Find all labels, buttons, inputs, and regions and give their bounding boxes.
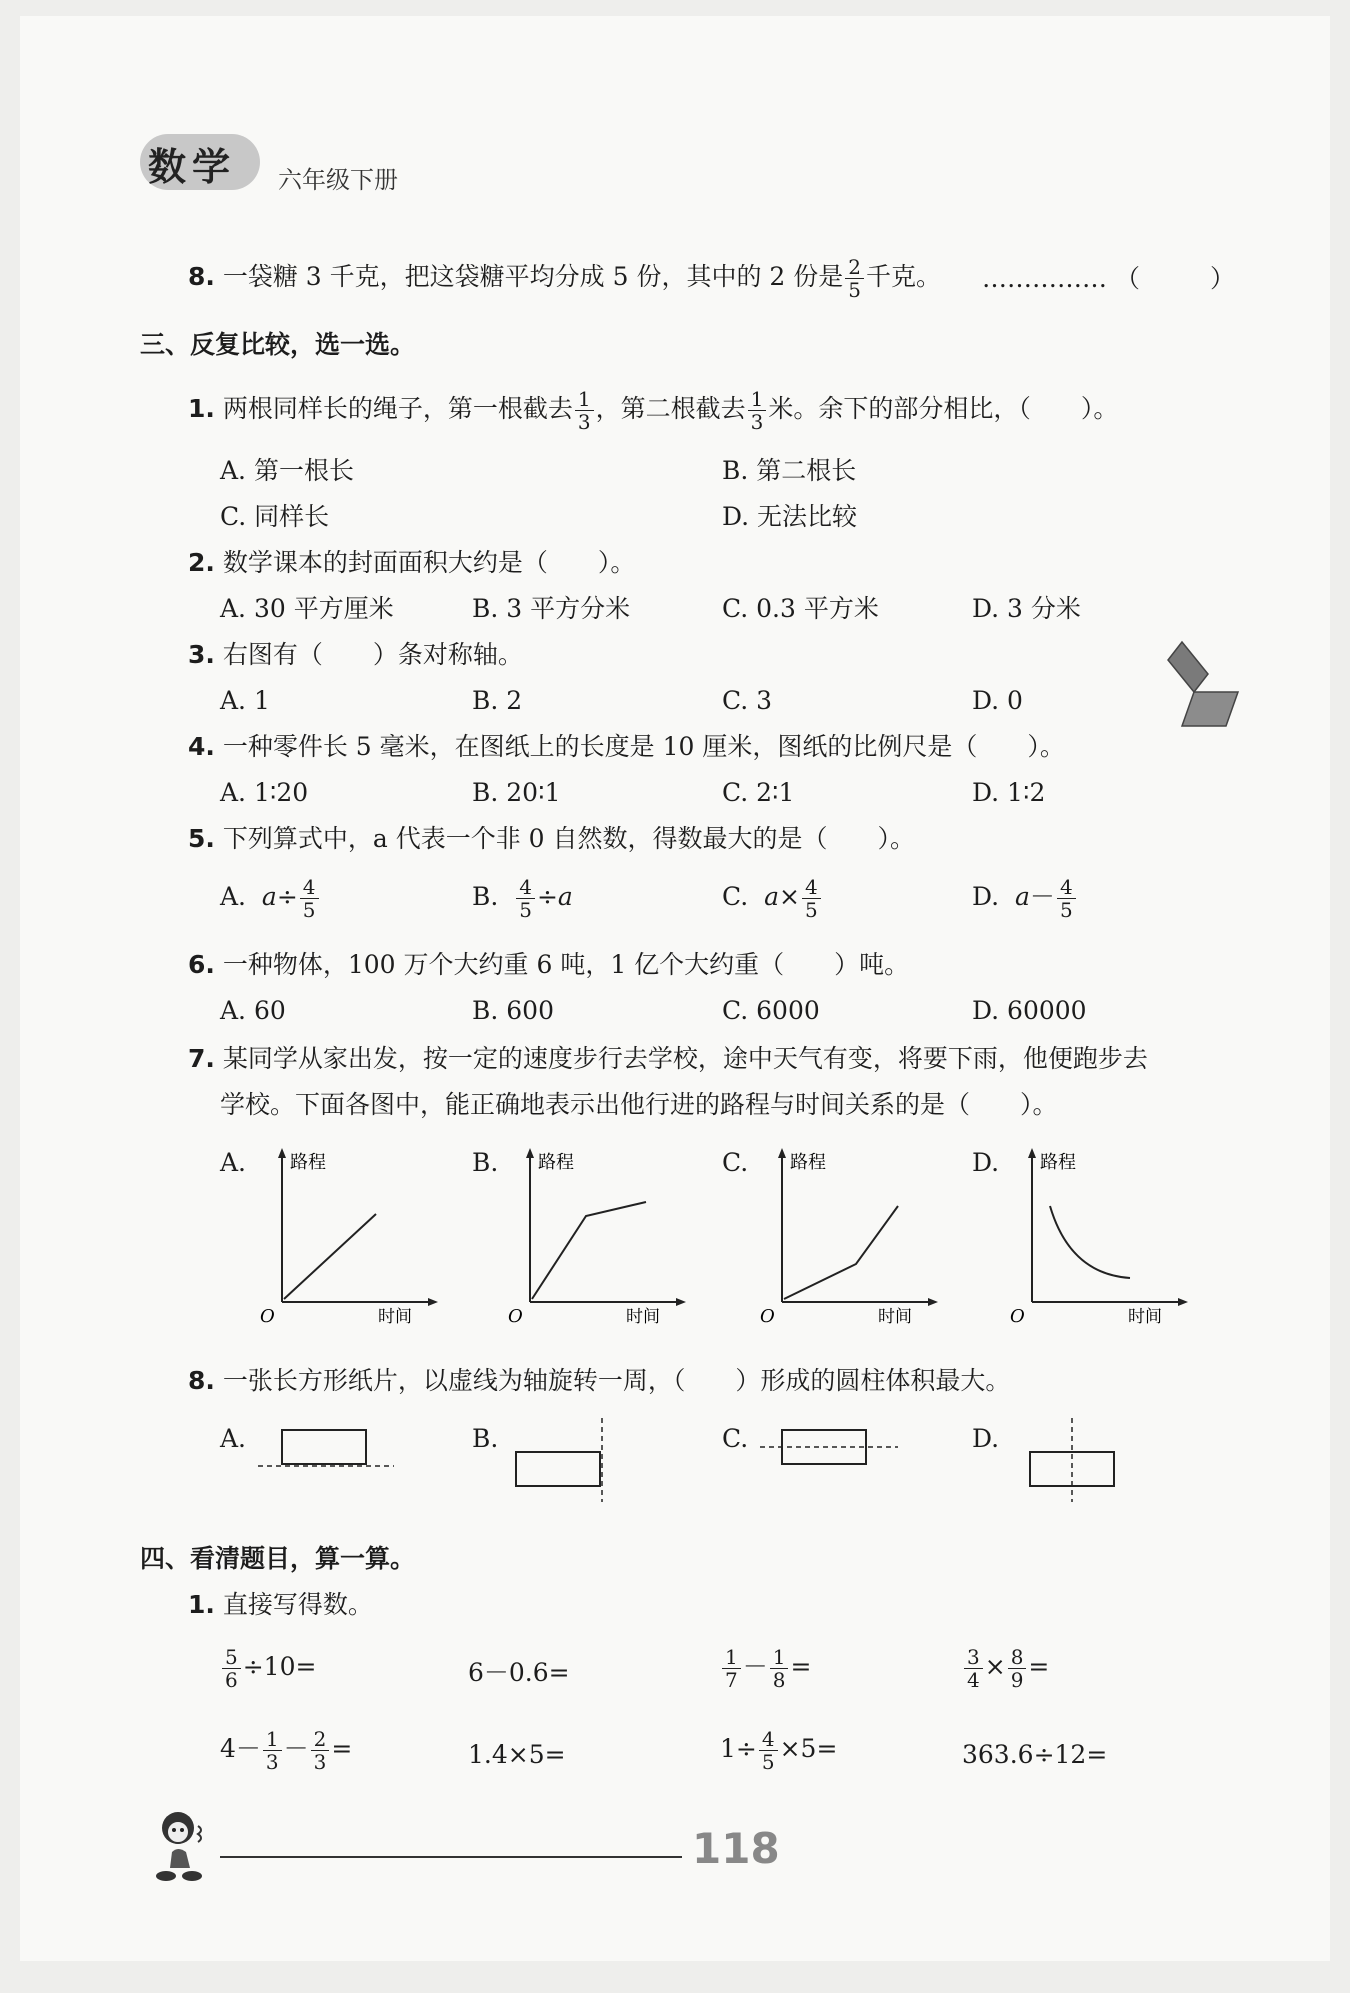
rect-option-d[interactable] <box>1010 1414 1160 1508</box>
option-a[interactable]: A. 60 <box>220 996 286 1025</box>
option-b[interactable]: B. 20∶1 <box>472 778 561 807</box>
option-d[interactable]: D. 无法比较 <box>722 502 858 531</box>
s3-question-6: 6. 一种物体，100 万个大约重 6 吨，1 亿个大约重（ ）吨。 <box>188 950 910 979</box>
fraction: $\frac{1}{3}$ <box>748 388 767 433</box>
book-subtitle: 六年级下册 <box>278 166 398 194</box>
question-text: 千克。 <box>866 262 942 291</box>
option-a[interactable]: A. 30 平方厘米 <box>220 594 394 623</box>
s3-question-4: 4. 一种零件长 5 毫米，在图纸上的长度是 10 厘米，图纸的比例尺是（ ）。 <box>188 732 1065 761</box>
option-b[interactable]: B. $\frac{4}{5}$ ÷a <box>472 875 573 922</box>
option-c[interactable]: C. 6000 <box>722 996 820 1025</box>
rect-label-a[interactable]: A. <box>220 1424 247 1453</box>
graph-label-c[interactable]: C. <box>722 1148 749 1177</box>
y-axis-label: 路程 <box>290 1152 326 1173</box>
section-3-title: 三、反复比较，选一选。 <box>140 330 416 359</box>
origin-label: O <box>760 1306 775 1324</box>
calc-1d: $\frac{3}{4}$ × $\frac{8}{9}$ = <box>962 1646 1049 1691</box>
option-c[interactable]: C. a× $\frac{4}{5}$ <box>722 876 823 921</box>
s3-question-2: 2. 数学课本的封面面积大约是（ ）。 <box>188 548 636 577</box>
option-d[interactable]: D. 1∶2 <box>972 778 1046 807</box>
option-d[interactable]: D. 3 分米 <box>972 594 1081 623</box>
calc-1a: $\frac{5}{6}$ ÷10= <box>220 1646 316 1691</box>
s3-question-7-line2: 学校。下面各图中，能正确地表示出他行进的路程与时间关系的是（ ）。 <box>220 1090 1058 1119</box>
calc-2d: 363.6÷12= <box>962 1740 1108 1769</box>
option-d[interactable]: D. a－ $\frac{4}{5}$ <box>972 876 1078 921</box>
option-b[interactable]: B. 第二根长 <box>722 456 857 485</box>
fraction: $\frac{1}{3}$ <box>575 388 594 433</box>
s3-question-1: 1. 两根同样长的绳子，第一根截去 $\frac{1}{3}$ ，第二根截去 $\frac{1}{3}$ 米。余下的部分相比，（ ）。 <box>188 387 1119 434</box>
rect-label-d[interactable]: D. <box>972 1424 1000 1453</box>
rect-option-a[interactable] <box>256 1414 406 1508</box>
calc-1b: 6－0.6= <box>468 1658 570 1687</box>
rect-option-b[interactable] <box>506 1414 656 1508</box>
s3-question-7: 7. 某同学从家出发，按一定的速度步行去学校，途中天气有变，将要下雨，他便跑步去 <box>188 1044 1148 1073</box>
answer-paren-close: ） <box>1210 264 1236 293</box>
graph-label-b[interactable]: B. <box>472 1148 499 1177</box>
graph-label-a[interactable]: A. <box>220 1148 247 1177</box>
x-axis-label: 时间 <box>626 1307 660 1324</box>
question-number: 8. <box>188 262 215 291</box>
option-b[interactable]: B. 3 平方分米 <box>472 594 631 623</box>
option-b[interactable]: B. 2 <box>472 686 523 715</box>
section-4-title: 四、看清题目，算一算。 <box>140 1544 416 1573</box>
option-c[interactable]: C. 同样长 <box>220 502 330 531</box>
graph-label-d[interactable]: D. <box>972 1148 1000 1177</box>
origin-label: O <box>1010 1306 1025 1324</box>
x-axis-label: 时间 <box>878 1307 912 1324</box>
footer-rule <box>220 1856 682 1858</box>
answer-dots: …………… （ <box>982 264 1140 293</box>
x-axis-label: 时间 <box>378 1307 412 1324</box>
symmetry-figure <box>1160 640 1240 730</box>
option-a[interactable]: A. 1 <box>220 686 270 715</box>
s3-question-8: 8. 一张长方形纸片，以虚线为轴旋转一周，（ ）形成的圆柱体积最大。 <box>188 1366 1011 1395</box>
calc-2b: 1.4×5= <box>468 1740 566 1769</box>
s3-question-3: 3. 右图有（ ）条对称轴。 <box>188 640 523 669</box>
y-axis-label: 路程 <box>790 1152 826 1173</box>
calc-2a: 4－ $\frac{1}{3}$ － $\frac{2}{3}$ = <box>220 1727 353 1774</box>
x-axis-label: 时间 <box>1128 1307 1162 1324</box>
option-c[interactable]: C. 0.3 平方米 <box>722 594 879 623</box>
question-text: 一袋糖 3 千克，把这袋糖平均分成 5 份，其中的 2 份是 <box>222 262 844 291</box>
rect-option-c[interactable] <box>758 1414 908 1508</box>
workbook-page <box>20 16 1330 1961</box>
option-c[interactable]: C. 3 <box>722 686 773 715</box>
calc-1c: $\frac{1}{7}$ － $\frac{1}{8}$ = <box>720 1646 811 1691</box>
option-a[interactable]: A. a÷ $\frac{4}{5}$ <box>220 876 321 921</box>
option-c[interactable]: C. 2∶1 <box>722 778 795 807</box>
graph-a[interactable] <box>260 1144 460 1324</box>
origin-label: O <box>508 1306 523 1324</box>
mascot-icon <box>148 1806 224 1884</box>
graph-c[interactable] <box>760 1144 960 1324</box>
option-b[interactable]: B. 600 <box>472 996 554 1025</box>
graph-d[interactable] <box>1010 1144 1210 1324</box>
option-d[interactable]: D. 0 <box>972 686 1023 715</box>
origin-label: O <box>260 1306 275 1324</box>
calc-2c: 1÷ $\frac{4}{5}$ ×5= <box>720 1727 838 1774</box>
y-axis-label: 路程 <box>538 1152 574 1173</box>
rect-label-b[interactable]: B. <box>472 1424 499 1453</box>
option-a[interactable]: A. 第一根长 <box>220 456 354 485</box>
s4-subquestion-1: 1. 直接写得数。 <box>188 1590 373 1619</box>
y-axis-label: 路程 <box>1040 1152 1076 1173</box>
s3-question-5: 5. 下列算式中，a 代表一个非 0 自然数，得数最大的是（ ）。 <box>188 824 916 853</box>
graph-b[interactable] <box>508 1144 708 1324</box>
option-d[interactable]: D. 60000 <box>972 996 1087 1025</box>
fraction: $\frac{2}{5}$ <box>845 256 864 301</box>
top-question-8 <box>188 256 941 301</box>
rect-label-c[interactable]: C. <box>722 1424 749 1453</box>
page-number: 118 <box>692 1824 780 1873</box>
option-a[interactable]: A. 1∶20 <box>220 778 309 807</box>
book-title: 数学 <box>148 145 237 189</box>
